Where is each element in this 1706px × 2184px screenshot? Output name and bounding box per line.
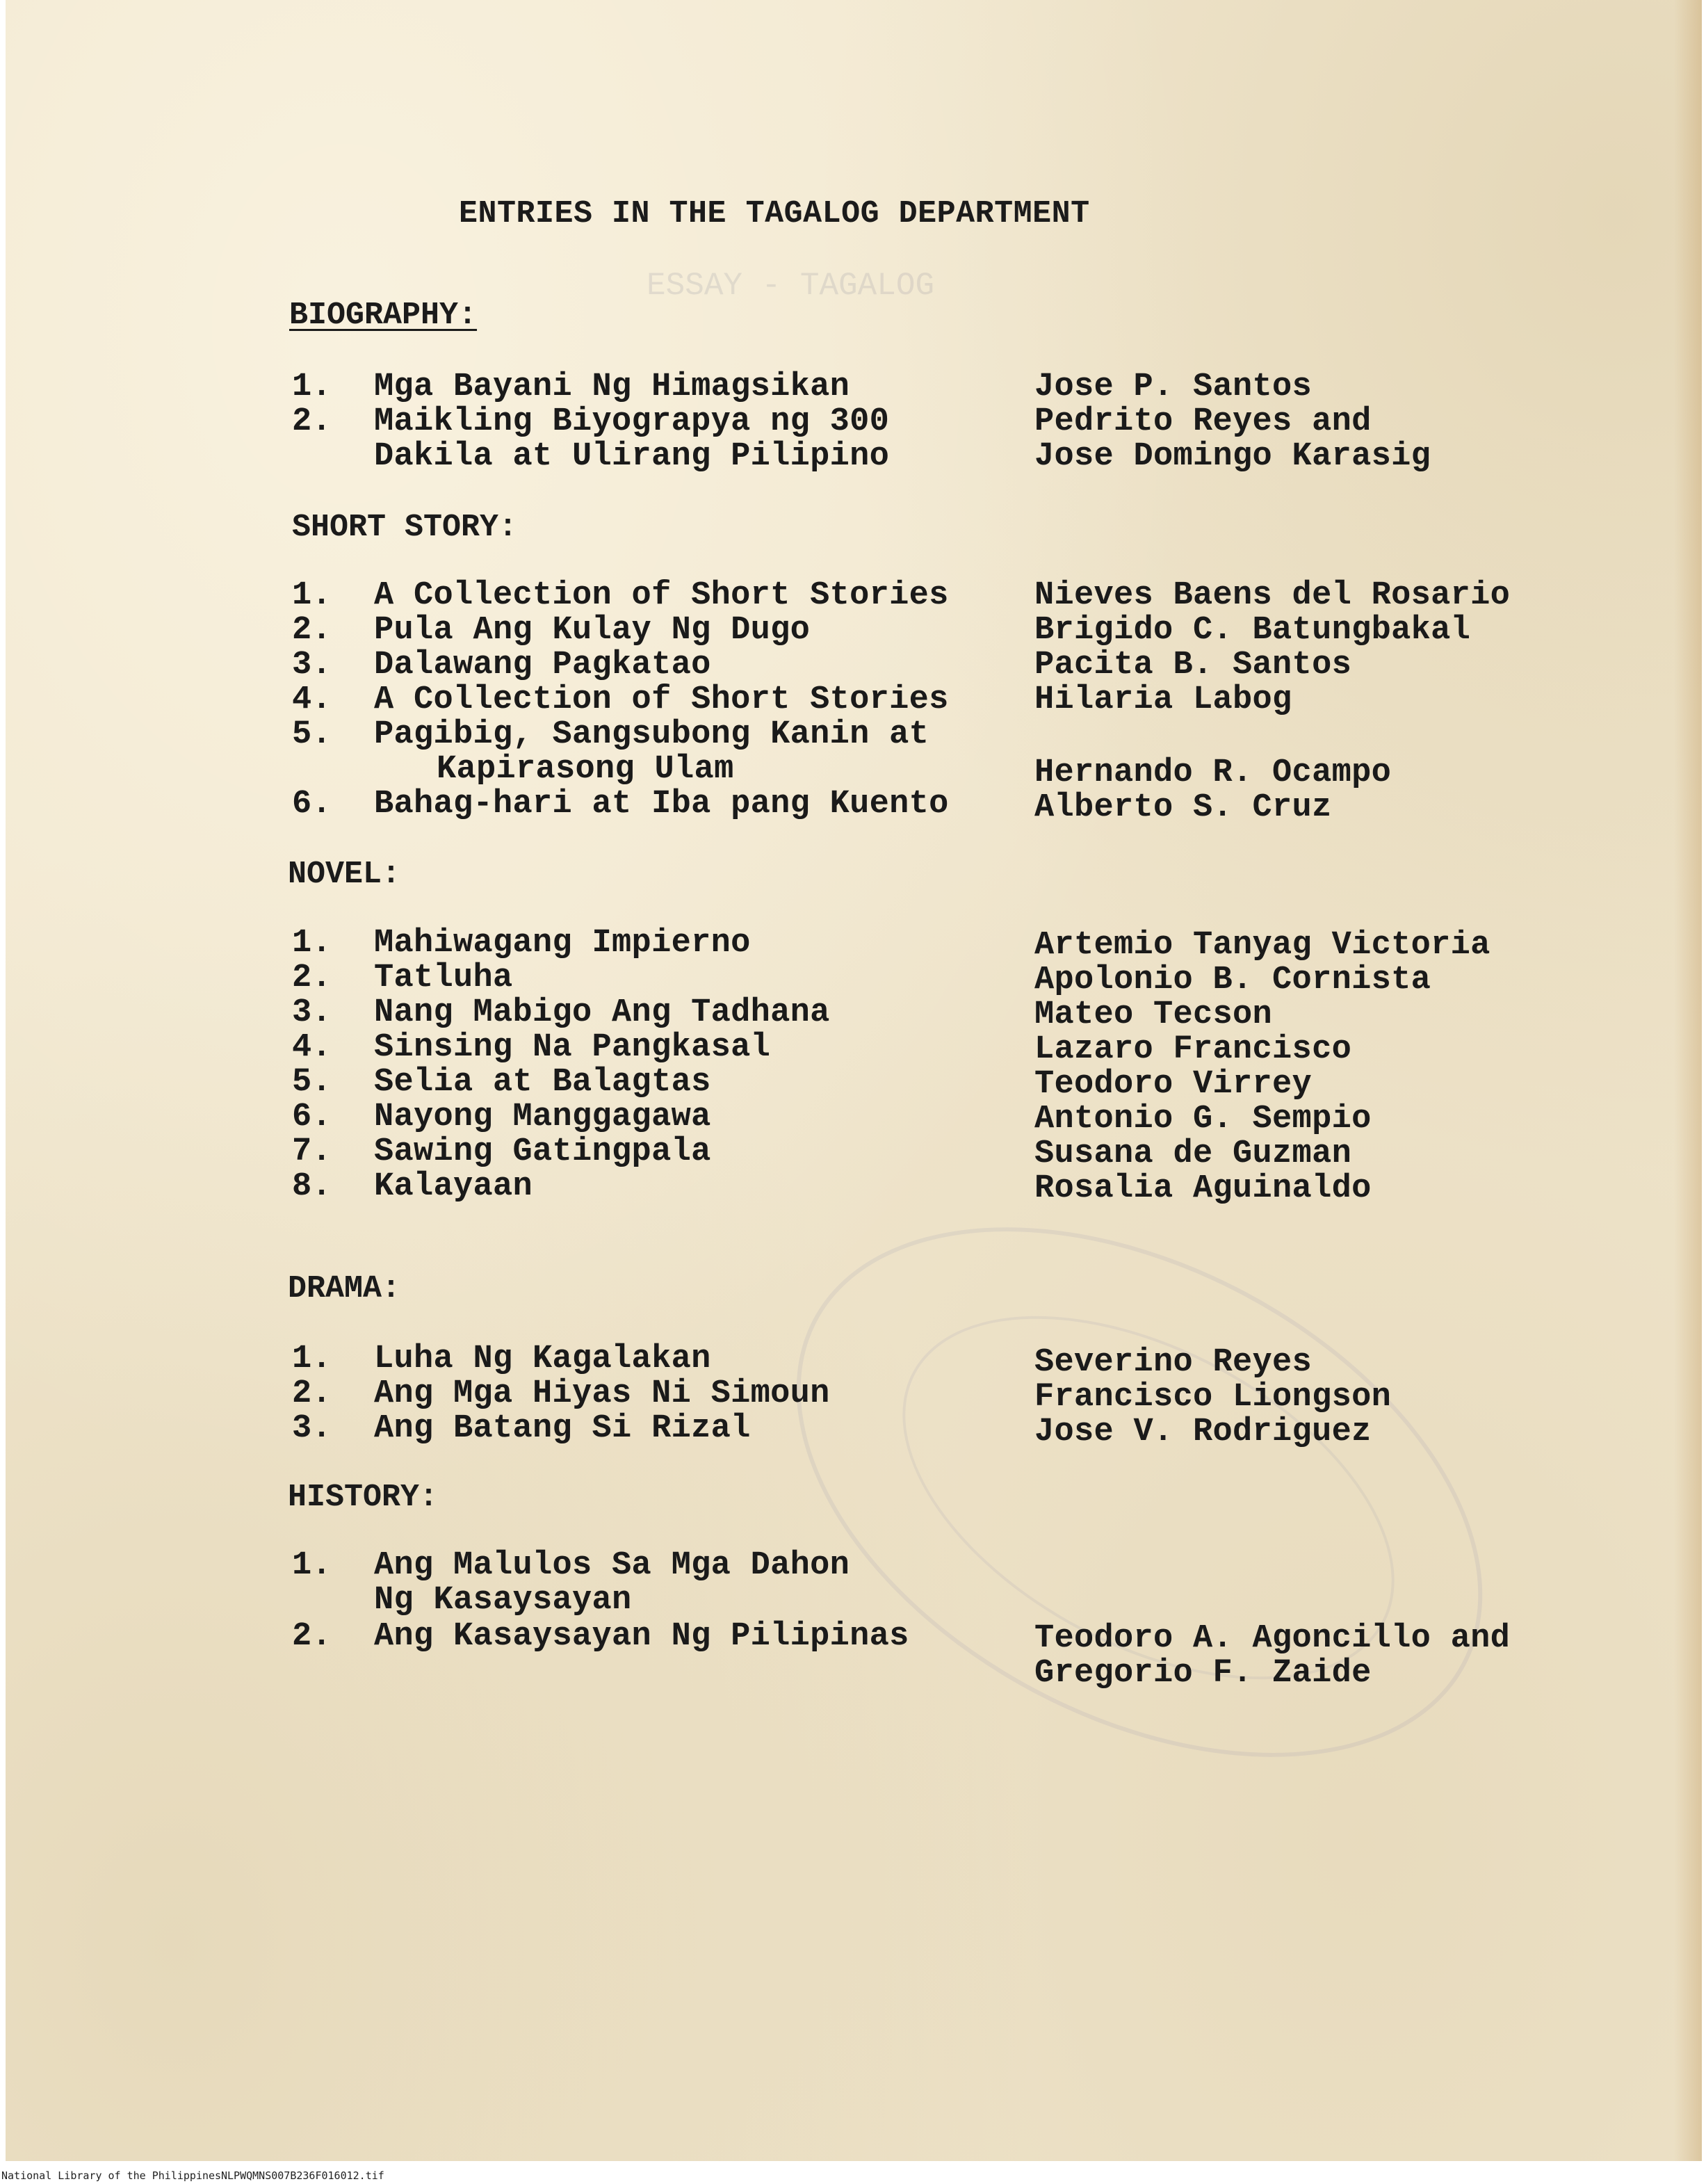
entry-title: Ang Batang Si Rizal xyxy=(374,1410,751,1447)
entry-author: Rosalia Aguinaldo xyxy=(1034,1170,1372,1207)
entry-number: 5. xyxy=(292,716,332,753)
entry-title: A Collection of Short Stories xyxy=(374,577,949,614)
footer-filename: NLPWQMNS007B236F016012.tif xyxy=(221,2169,384,2182)
entry-author: Pacita B. Santos xyxy=(1034,647,1352,683)
entry-author: Gregorio F. Zaide xyxy=(1034,1655,1372,1692)
entry-title: Tatluha xyxy=(374,960,513,996)
footer-source: National Library of the Philippines xyxy=(1,2169,222,2182)
entry-title: Pula Ang Kulay Ng Dugo xyxy=(374,612,811,649)
entry-author: Jose P. Santos xyxy=(1034,369,1313,405)
entry-number: 2. xyxy=(292,1375,332,1412)
entry-number: 3. xyxy=(292,647,332,683)
entry-author: Hilaria Labog xyxy=(1034,681,1292,718)
entry-author: Apolonio B. Cornista xyxy=(1034,962,1431,998)
entry-number: 1. xyxy=(292,1547,332,1584)
entry-author: Alberto S. Cruz xyxy=(1034,789,1332,826)
entry-title: Dalawang Pagkatao xyxy=(374,647,711,683)
entry-title: A Collection of Short Stories xyxy=(374,681,949,718)
entry-title: Sinsing Na Pangkasal xyxy=(374,1029,771,1066)
entry-title: Ang Mga Hiyas Ni Simoun xyxy=(374,1375,830,1412)
entry-number: 2. xyxy=(292,612,332,649)
entry-number: 4. xyxy=(292,1029,332,1066)
entry-title: Kapirasong Ulam xyxy=(437,751,734,788)
entry-number: 2. xyxy=(292,403,332,440)
entry-number: 1. xyxy=(292,925,332,962)
entry-number: 6. xyxy=(292,786,332,823)
entry-title: Pagibig, Sangsubong Kanin at xyxy=(374,716,929,753)
page-title: ENTRIES IN THE TAGALOG DEPARTMENT xyxy=(459,196,1090,232)
entry-author: Jose V. Rodriguez xyxy=(1034,1414,1372,1450)
entry-title: Ang Kasaysayan Ng Pilipinas xyxy=(374,1618,909,1655)
entry-author: Teodoro A. Agoncillo and xyxy=(1034,1620,1511,1657)
entry-title: Ng Kasaysayan xyxy=(374,1582,632,1619)
bleed-through-heading: ESSAY - TAGALOG xyxy=(647,268,935,304)
entry-author: Nieves Baens del Rosario xyxy=(1034,577,1511,614)
edge-stain xyxy=(1674,0,1702,2161)
entry-author: Lazaro Francisco xyxy=(1034,1031,1352,1068)
entry-number: 3. xyxy=(292,1410,332,1447)
entry-number: 2. xyxy=(292,1618,332,1655)
entry-author: Francisco Liongson xyxy=(1034,1379,1392,1416)
section-heading-novel: NOVEL: xyxy=(288,857,401,892)
entry-title: Mga Bayani Ng Himagsikan xyxy=(374,369,850,405)
entry-author: Artemio Tanyag Victoria xyxy=(1034,927,1490,964)
entry-title: Mahiwagang Impierno xyxy=(374,925,751,962)
section-heading-drama: DRAMA: xyxy=(288,1271,401,1307)
entry-number: 1. xyxy=(292,1341,332,1377)
entry-title: Nayong Manggagawa xyxy=(374,1099,711,1135)
entry-number: 1. xyxy=(292,577,332,614)
entry-title: Ang Malulos Sa Mga Dahon xyxy=(374,1547,850,1584)
entry-author: Brigido C. Batungbakal xyxy=(1034,612,1471,649)
entry-number: 8. xyxy=(292,1168,332,1205)
entry-author: Jose Domingo Karasig xyxy=(1034,438,1431,475)
entry-title: Sawing Gatingpala xyxy=(374,1133,711,1170)
entry-title: Dakila at Ulirang Pilipino xyxy=(374,438,890,475)
section-heading-history: HISTORY: xyxy=(288,1480,439,1515)
entry-number: 5. xyxy=(292,1064,332,1101)
entry-number: 2. xyxy=(292,960,332,996)
paper-sheet xyxy=(6,0,1702,2161)
entry-author: Hernando R. Ocampo xyxy=(1034,754,1392,791)
entry-title: Kalayaan xyxy=(374,1168,533,1205)
entry-number: 4. xyxy=(292,681,332,718)
entry-author: Susana de Guzman xyxy=(1034,1135,1352,1172)
entry-title: Bahag-hari at Iba pang Kuento xyxy=(374,786,949,823)
entry-number: 7. xyxy=(292,1133,332,1170)
entry-number: 3. xyxy=(292,994,332,1031)
entry-author: Antonio G. Sempio xyxy=(1034,1101,1372,1138)
section-heading-short-story: SHORT STORY: xyxy=(292,510,518,545)
entry-author: Severino Reyes xyxy=(1034,1344,1313,1381)
entry-title: Luha Ng Kagalakan xyxy=(374,1341,711,1377)
entry-title: Nang Mabigo Ang Tadhana xyxy=(374,994,830,1031)
entry-author: Teodoro Virrey xyxy=(1034,1066,1313,1103)
entry-number: 6. xyxy=(292,1099,332,1135)
section-heading-biography: BIOGRAPHY: xyxy=(289,298,478,333)
entry-author: Mateo Tecson xyxy=(1034,996,1273,1033)
entry-title: Selia at Balagtas xyxy=(374,1064,711,1101)
entry-number: 1. xyxy=(292,369,332,405)
entry-author: Pedrito Reyes and xyxy=(1034,403,1372,440)
entry-title: Maikling Biyograpya ng 300 xyxy=(374,403,890,440)
